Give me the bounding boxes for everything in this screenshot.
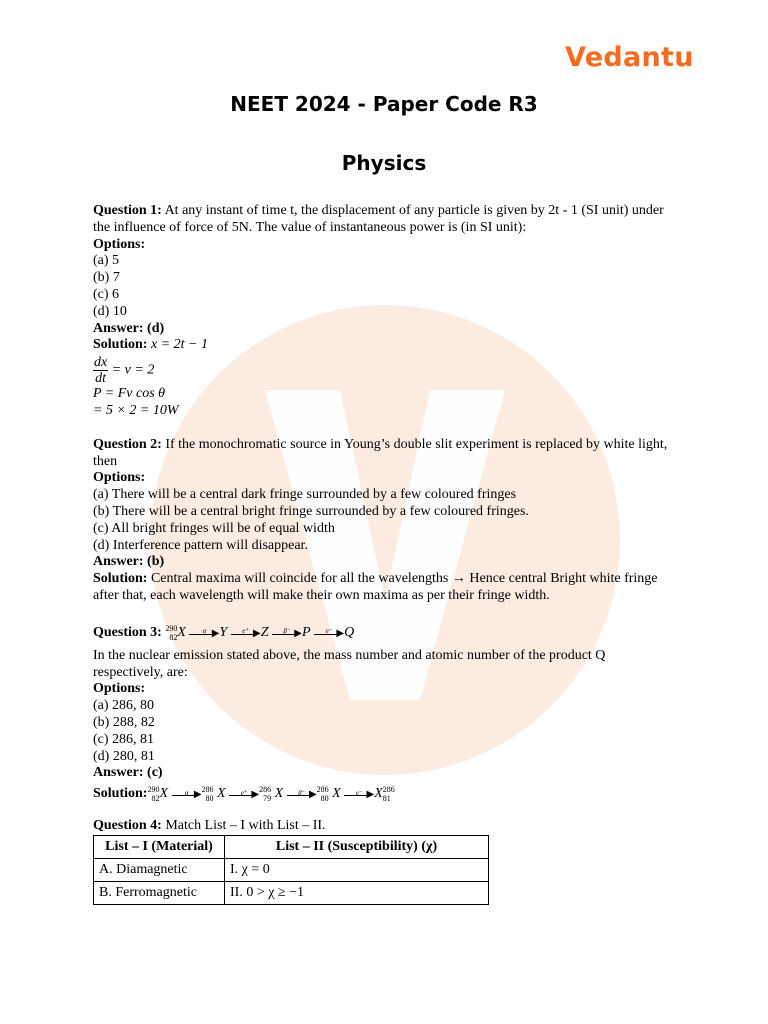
table-header: List – II (Susceptibility) (χ) bbox=[225, 835, 489, 858]
solution-text: Central maxima will coincide for all the wavelengths → Hence central Bright white fringe after that, each wavelength will make their own maxima as per their fringe width. bbox=[93, 571, 658, 603]
question-1-text: At any instant of time t, the displacement of any particle is given by 2t - 1 (SI unit) under the influence of force of 5N. The value of instantaneous power is (in SI unit): bbox=[93, 203, 664, 235]
nuclide-symbol: X bbox=[159, 786, 169, 802]
match-table bbox=[93, 835, 489, 905]
solution-label: Solution: bbox=[93, 337, 148, 353]
solution-reaction bbox=[93, 782, 668, 806]
answer: Answer: (c) bbox=[93, 765, 163, 781]
option: (c) 286, 81 bbox=[93, 731, 155, 747]
solution-equation: P = Fv cos θ bbox=[93, 386, 166, 402]
options-label: Options: bbox=[93, 236, 146, 252]
nuclide-symbol: X bbox=[374, 786, 383, 802]
option: (d) 280, 81 bbox=[93, 748, 155, 764]
nuclide-indices: 286 79 bbox=[259, 784, 272, 803]
question-2 bbox=[93, 437, 668, 471]
reaction-arrow-icon: e⁻ ▶ bbox=[344, 787, 374, 801]
option: (a) There will be a central dark fringe surrounded by a few coloured fringes bbox=[93, 487, 517, 503]
reaction-arrow-icon: α ▶ bbox=[172, 787, 202, 801]
table-cell: I. χ = 0 bbox=[225, 858, 489, 881]
option: (d) 10 bbox=[93, 303, 127, 319]
option: (b) 288, 82 bbox=[93, 714, 155, 730]
reaction-arrow-icon: α ▶ bbox=[189, 626, 219, 640]
table-cell: A. Diamagnetic bbox=[94, 858, 225, 881]
option: (a) 5 bbox=[93, 253, 120, 269]
solution-label: Solution: bbox=[93, 571, 148, 587]
option: (c) 6 bbox=[93, 286, 120, 302]
reaction-arrow-icon: e⁻ ▶ bbox=[314, 626, 344, 640]
option: (a) 286, 80 bbox=[93, 698, 155, 714]
question-4-text: Match List – I with List – II. bbox=[161, 818, 326, 834]
reaction-arrow-icon: e⁺ ▶ bbox=[229, 787, 259, 801]
question-1-label: Question 1: bbox=[93, 203, 162, 218]
solution-label: Solution: bbox=[93, 786, 148, 802]
table-row bbox=[94, 881, 489, 904]
table-cell: B. Ferromagnetic bbox=[94, 881, 225, 904]
reaction-arrow-icon: e⁺ ▶ bbox=[231, 626, 261, 640]
nuclide-symbol: X bbox=[274, 786, 284, 802]
question-3 bbox=[93, 622, 668, 644]
nuclide-indices: 286 80 bbox=[201, 784, 214, 803]
question-2-label: Question 2: bbox=[93, 436, 162, 452]
fraction-denominator: dt bbox=[95, 371, 107, 387]
table-cell: II. 0 > χ ≥ −1 bbox=[225, 881, 489, 904]
nuclide-symbol: Q bbox=[344, 624, 355, 640]
question-1 bbox=[93, 203, 668, 237]
nuclide-symbol: X bbox=[177, 624, 186, 640]
nuclide-indices: 290 82 bbox=[165, 623, 178, 642]
question-4-label: Question 4: bbox=[93, 818, 162, 834]
nuclide-indices: 290 82 bbox=[147, 784, 160, 803]
fraction-numerator: dx bbox=[94, 355, 108, 371]
solution-equation: x = 2t − 1 bbox=[150, 337, 208, 353]
answer: Answer: (d) bbox=[93, 320, 165, 336]
option: (c) All bright fringes will be of equal width bbox=[93, 520, 335, 536]
question-3-label: Question 3: bbox=[93, 624, 162, 640]
nuclide-symbol: X bbox=[217, 786, 226, 802]
nuclide-symbol: X bbox=[332, 786, 341, 802]
page-title: NEET 2024 - Paper Code R3 bbox=[230, 92, 538, 116]
table-header: List – I (Material) bbox=[94, 835, 225, 858]
solution-equation: = 5 × 2 = 10W bbox=[93, 402, 179, 418]
subject-heading: Physics bbox=[341, 151, 427, 175]
table-row bbox=[94, 858, 489, 881]
table-header-row bbox=[94, 835, 489, 858]
nuclide-indices: 286 81 bbox=[382, 784, 395, 803]
question-content bbox=[93, 203, 668, 905]
nuclide-symbol: P bbox=[302, 624, 311, 640]
derivative-fraction bbox=[93, 355, 108, 386]
question-3-text: In the nuclear emission stated above, the mass number and atomic number of the product Q respectively, are: bbox=[93, 647, 606, 680]
nuclide-symbol: Z bbox=[260, 624, 269, 640]
question-2-text: If the monochromatic source in Young’s double slit experiment is replaced by white light, then bbox=[93, 436, 668, 469]
answer: Answer: (b) bbox=[93, 554, 165, 570]
nuclide-symbol: Y bbox=[219, 624, 228, 640]
vedantu-logo: Vedantu bbox=[565, 42, 694, 73]
reaction-arrow-icon: β⁻ ▶ bbox=[272, 626, 302, 640]
nuclide-indices: 286 80 bbox=[316, 784, 329, 803]
option: (b) There will be a central bright fringe surrounded by a few coloured fringes. bbox=[93, 503, 529, 519]
solution-equation: = v = 2 bbox=[111, 362, 155, 378]
options-label: Options: bbox=[93, 470, 146, 486]
option: (d) Interference pattern will disappear. bbox=[93, 537, 308, 553]
reaction-arrow-icon: β⁻ ▶ bbox=[287, 787, 317, 801]
options-label: Options: bbox=[93, 681, 146, 697]
question-4 bbox=[93, 818, 668, 835]
option: (b) 7 bbox=[93, 270, 120, 286]
